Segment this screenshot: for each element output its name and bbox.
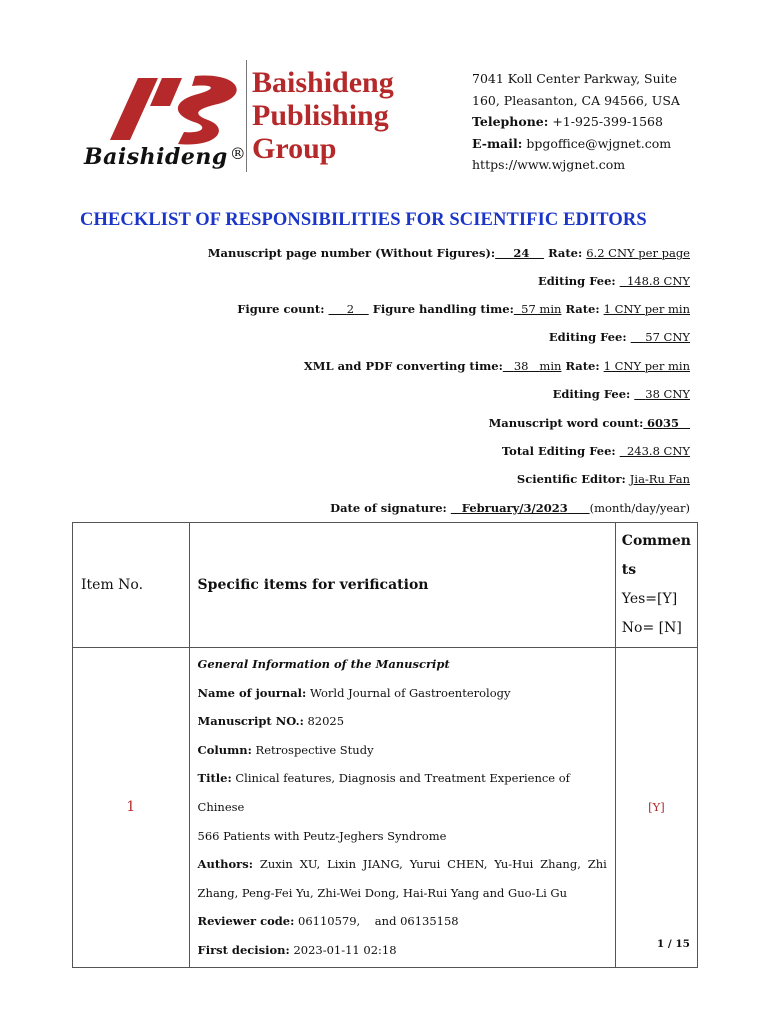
brand-word-text: Baishideng [84,144,228,170]
address-line-1: 7041 Koll Center Parkway, Suite [472,71,678,86]
website-link[interactable]: https://www.wjgnet.com [472,157,626,172]
publisher-line-2: Publishing [252,99,389,132]
table-row [73,648,698,968]
figure-fee-line [549,330,690,344]
table-header-row [73,523,698,648]
figure-fee-value: 57 CNY [645,330,690,344]
document-title: CHECKLIST OF RESPONSIBILITIES FOR SCIENTIFIC EDITORS [80,210,647,230]
manuscript-no-value: 82025 [307,714,345,729]
column-label: Column: [197,742,252,757]
editor-line [517,472,690,486]
column-value: Retrospective Study [255,742,374,757]
word-count-value: 6035 [647,416,680,430]
comments-line-yes: Yes=[Y] [621,591,678,607]
title-value-line-2: 566 Patients with Peutz-Jeghers Syndrome [197,828,447,843]
total-fee-value: 243.8 CNY [626,444,690,458]
publisher-name [252,66,394,165]
reviewer-label: Reviewer code: [197,914,295,929]
reviewer-value: 06110579, and 06135158 [298,914,459,929]
telephone-label: Telephone: [472,114,549,129]
publisher-line-3: Group [252,132,337,165]
checklist-table [72,522,698,968]
title-line [198,764,607,821]
figure-rate-label: Rate: [565,302,600,316]
xml-time-value: 38 [513,359,529,373]
item-number: 1 [73,648,190,968]
header-item-no: Item No. [73,523,190,648]
page-number: 1 / 15 [656,938,690,950]
telephone-line [472,111,680,133]
comment-value: [Y] [615,648,697,968]
authors-label: Authors: [197,857,253,872]
publisher-address [472,68,680,176]
signature-date-value: February/3/2023 [461,501,568,515]
comments-line-no: No= [N] [621,620,682,636]
figure-time-value: 57 min [521,302,562,316]
decision-value: 2023-01-11 02:18 [293,942,397,957]
title-value-line-1: Clinical features, Diagnosis and Treatment Experience of Chinese [197,771,570,814]
page-rate-label: Rate: [548,246,583,260]
editor-label: Scientific Editor: [516,472,626,486]
title-label: Title: [197,771,232,786]
email-label: E-mail: [472,135,523,151]
figure-rate-value: 1 CNY per min [603,302,690,316]
address-line-2: 160, Pleasanton, CA 94566, USA [472,92,680,108]
header-comments [615,523,697,648]
journal-value: World Journal of Gastroenterology [309,685,511,700]
figure-count-label: Figure count: [237,302,325,316]
word-count-line [489,416,690,430]
manuscript-no-label: Manuscript NO.: [197,714,304,729]
header-specific-items: Specific items for verification [189,523,615,648]
figure-fee-label: Editing Fee: [548,330,627,344]
xml-rate-value: 1 CNY per min [603,359,690,373]
page-count-line [208,246,690,260]
column-line [198,736,607,765]
brand-wordmark [84,144,246,170]
authors-value-line-1: Zuxin XU, Lixin JIANG, Yurui CHEN, Yu-Hui Zhang, Zhi [259,857,607,872]
figure-time-label: Figure handling time: [372,302,514,316]
xml-line [304,359,690,373]
total-fee-label: Total Editing Fee: [501,444,616,458]
total-fee-line [502,444,690,458]
registered-mark: ® [229,144,247,163]
page-rate-value: 6.2 CNY per page [586,246,690,260]
telephone-value: +1-925-399-1568 [552,114,663,129]
decision-label: First decision: [197,942,290,957]
xml-time-unit: min [539,359,562,373]
page-count-label: Manuscript page number (Without Figures): [207,246,496,260]
word-count-label: Manuscript word count: [488,416,644,430]
page-fee-label: Editing Fee: [537,274,616,288]
header-divider [246,60,247,172]
email-link[interactable]: bpgoffice@wjgnet.com [526,135,672,151]
date-format-hint: (month/day/year) [589,501,690,515]
xml-time-label: XML and PDF converting time: [303,359,503,373]
signature-date-line [330,501,690,515]
publisher-line-1: Baishideng [252,66,394,99]
reviewer-line [198,907,607,936]
journal-line [198,679,607,708]
figure-count-value: 2 [346,302,355,316]
comments-line-2: ts [621,562,637,578]
section-heading: General Information of the Manuscript [197,657,450,671]
page-fee-value: 148.8 CNY [626,274,690,288]
authors-line [198,850,607,879]
page-count-value: 24 [513,246,530,260]
xml-fee-line [553,387,690,401]
comments-line-1: Commen [621,533,691,549]
authors-value-line-2: Zhang, Peng-Fei Yu, Zhi-Wei Dong, Hai-Rui Yang and Guo-Li Gu [197,885,568,900]
xml-fee-label: Editing Fee: [552,387,631,401]
editor-name: Jia-Ru Fan [629,472,690,486]
page-fee-line [538,274,690,288]
general-info-cell [189,648,615,968]
xml-rate-label: Rate: [565,359,600,373]
xml-fee-value: 38 CNY [645,387,690,401]
manuscript-no-line [198,707,607,736]
journal-label: Name of journal: [197,685,307,700]
figure-line [237,302,690,316]
signature-date-label: Date of signature: [330,501,447,515]
email-line [472,133,680,155]
